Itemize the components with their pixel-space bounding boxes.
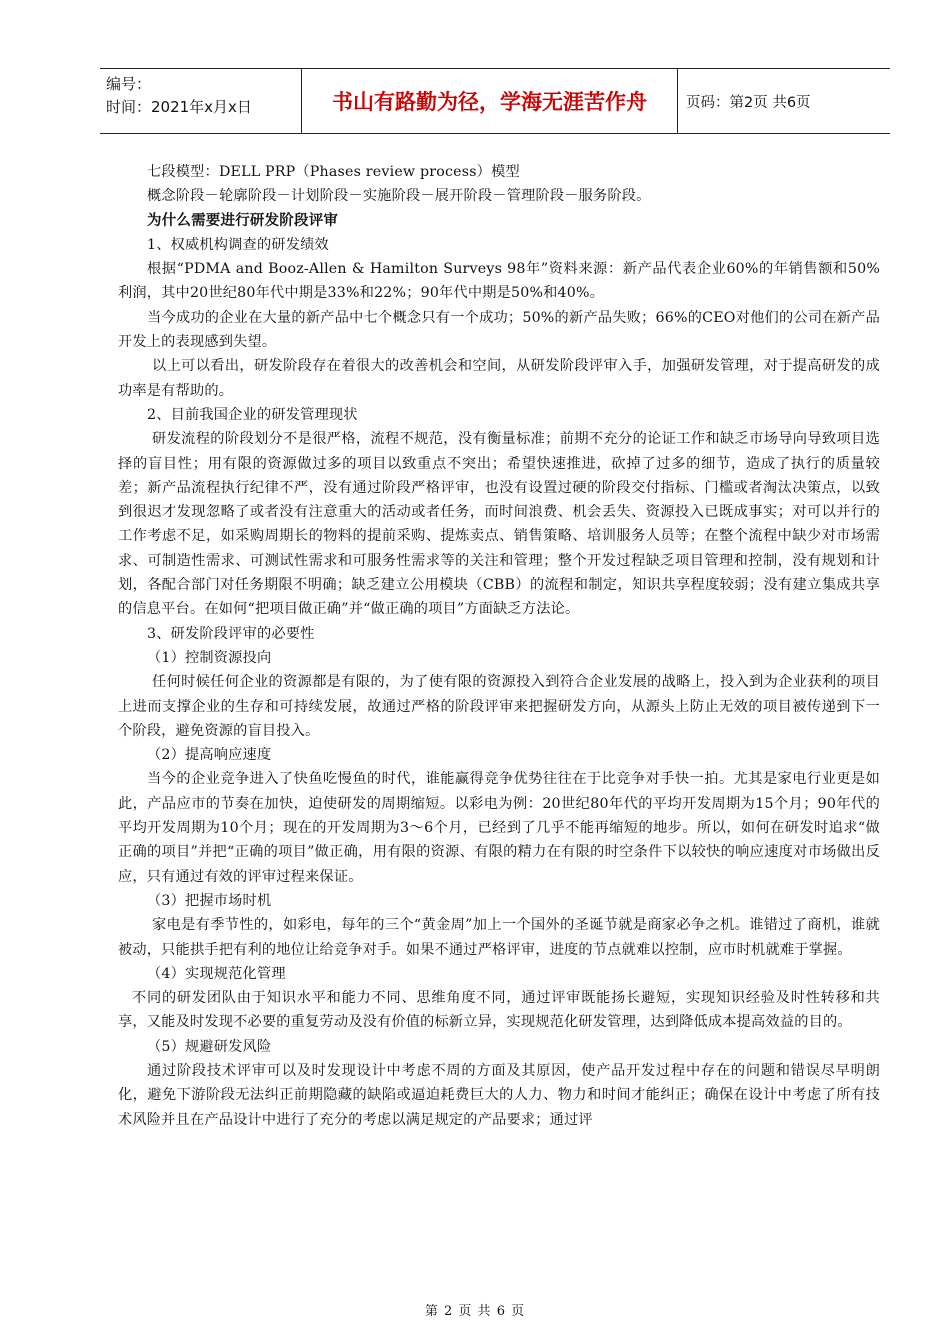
paragraph-conclusion: 以上可以看出，研发阶段存在着很大的改善机会和空间，从研发阶段评审入手，加强研发管理，对于提高研发的成功率是有帮助的。 [118,358,880,399]
subheading-2: 2、目前我国企业的研发管理现状 [147,406,358,423]
section-heading: 为什么需要进行研发阶段评审 [147,212,339,229]
subheading-3-2: （2）提高响应速度 [147,747,272,764]
paragraph-resources: 任何时候任何企业的资源都是有限的，为了使有限的资源投入到符合企业发展的战略上，投入到为企业获利的项目上进而支撑企业的生存和可持续发展，故通过严格的阶段评审来把握研发方向，从源头上防止无效的项目被传递到下一个阶段，避免资源的盲目投入。 [118,674,880,739]
subheading-3-4: （4）实现规范化管理 [147,965,286,982]
subheading-3-3: （3）把握市场时机 [147,892,272,909]
paragraph-standardization: 不同的研发团队由于知识水平和能力不同、思维角度不同，通过评审既能扬长避短，实现知识经验及时性转移和共享，又能及时发现不必要的重复劳动及没有价值的标新立异，实现规范化研发管理，达到降低成本提高效益的目的。 [118,990,880,1031]
document-number: 编号： [106,75,152,93]
paragraph-response-speed: 当今的企业竞争进入了快鱼吃慢鱼的时代，谁能赢得竞争优势往往在于比竞争对手快一拍。尤其是家电行业更是如此，产品应市的节奏在加快，迫使研发的周期缩短。以彩电为例：20世纪80年代的平均开发周期为15个月；90年代的平均开发周期为10个月；现在的开发周期为3～6个月，已经到了几乎不能再缩短的地步。所以，如何在研发时追求“做正确的项目”并把“正确的项目”做正确，用有限的资源、有限的精力在有限的时空条件下以较快的响应速度对市场做出反应，只有通过有效的评审过程来保证。 [118,771,880,885]
document-date: 时间：2021年x月x日 [106,98,252,116]
paragraph-model: 七段模型：DELL PRP（Phases review process）模型 [147,164,520,180]
paragraph-survey: 根据“PDMA and Booz-Allen & Hamilton Surveys 98年”资料来源：新产品代表企业60%的年销售额和50%利润，其中20世纪80年代中期是33%和22%；90年代中期是50%和40%。 [118,261,880,302]
paragraph-market-timing: 家电是有季节性的，如彩电，每年的三个“黄金周”加上一个国外的圣诞节就是商家必争之机。谁错过了商机，谁就被动，只能拱手把有利的地位让给竞争对手。如果不通过严格评审，进度的节点就难以控制，应市时机就难于掌握。 [118,917,880,958]
paragraph-phases: 概念阶段－轮廓阶段－计划阶段－实施阶段－展开阶段－管理阶段－服务阶段。 [147,188,651,205]
header-page-info: 页码：第2页 共6页 [686,94,811,111]
subheading-3-1: （1）控制资源投向 [147,649,272,666]
paragraph-status: 研发流程的阶段划分不是很严格，流程不规范，没有衡量标准；前期不充分的论证工作和缺乏市场导向导致项目选择的盲目性；用有限的资源做过多的项目以致重点不突出；希望快速推进，砍掉了过多的细节，造成了执行的质量较差；新产品流程执行纪律不严，没有通过阶段严格评审，也没有设置过硬的阶段交付指标、门槛或者淘汰决策点，以致到很迟才发现忽略了或者没有注意重大的活动或者任务，而时间浪费、机会丢失、资源投入已既成事实；对可以并行的工作考虑不足，如采购周期长的物料的提前采购、提炼卖点、销售策略、培训服务人员等；在整个流程中缺少对市场需求、可制造性需求、可测试性需求和可服务性需求等的关注和管理；整个开发过程缺乏项目管理和控制，没有规划和计划，各配合部门对任务期限不明确；缺乏建立公用模块（CBB）的流程和制定，知识共享程度较弱；没有建立集成共享的信息平台。在如何“把项目做正确”并“做正确的项目”方面缺乏方法论。 [118,431,880,618]
header-motto: 书山有路勤为径，学海无涯苦作舟 [302,69,678,133]
header-meta [100,69,302,133]
document-body [118,160,880,1132]
page-footer: 第 2 页 共 6 页 [424,1304,526,1319]
paragraph-success-rate: 当今成功的企业在大量的新产品中七个概念只有一个成功；50%的新产品失败；66%的CEO对他们的公司在新产品开发上的表现感到失望。 [118,309,880,351]
page-header [100,68,890,134]
subheading-1: 1、权威机构调查的研发绩效 [147,236,329,253]
subheading-3-5: （5）规避研发风险 [147,1038,272,1055]
paragraph-risk: 通过阶段技术评审可以及时发现设计中考虑不周的方面及其原因，使产品开发过程中存在的问题和错误尽早明朗化，避免下游阶段无法纠正前期隐藏的缺陷或逼迫耗费巨大的人力、物力和时间才能纠正；确保在设计中考虑了所有技术风险并且在产品设计中进行了充分的考虑以满足规定的产品要求；通过评 [118,1062,880,1128]
subheading-3: 3、研发阶段评审的必要性 [147,625,315,642]
